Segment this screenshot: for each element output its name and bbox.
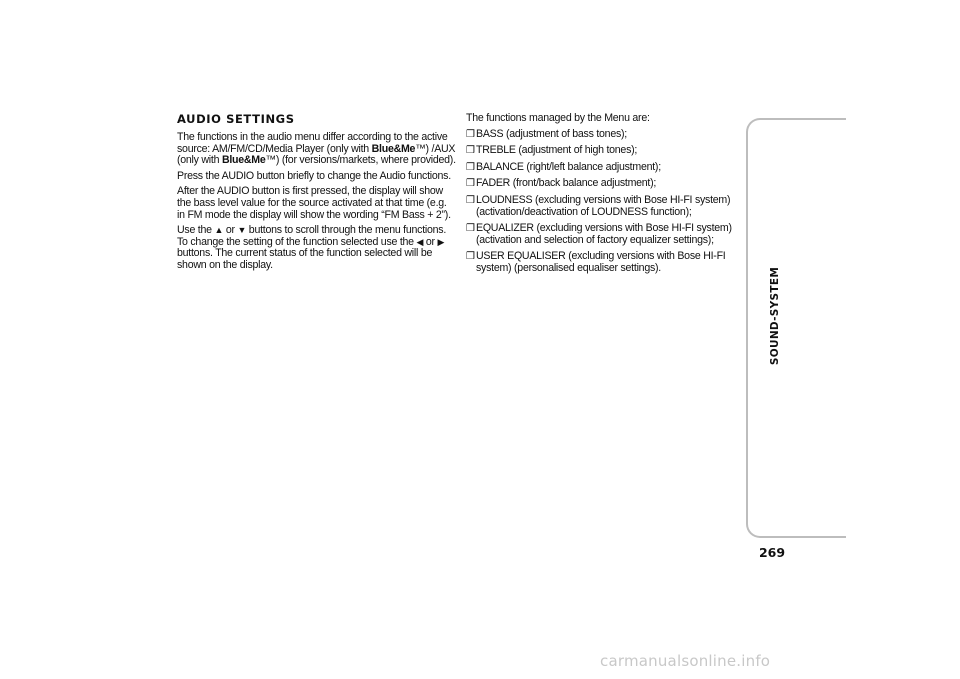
list-item: ❒ BASS (adjustment of bass tones); (466, 127, 627, 140)
brand-blue-me: Blue&Me (221, 154, 266, 167)
paragraph-audio-menu: The functions in the audio menu differ according to the active source: AM/FM/CD/Media Player (only with Blue&Me™) /AUX (only with Blue&Me™) (for versions/markets, where provided). (177, 131, 456, 167)
chapter-tab-label: SOUND-SYSTEM (769, 266, 781, 366)
checkbox-bullet-icon: ❒ (466, 251, 475, 263)
list-item: ❒ USER EQUALISER (excluding versions with Bose HI-FI system) (personalised equaliser settings). (466, 250, 726, 274)
menu-intro: The functions managed by the Menu are: (466, 112, 650, 124)
brand-blue-me: Blue&Me (371, 142, 416, 155)
menu-function-list (466, 129, 736, 275)
left-arrow-icon: ◀ (416, 236, 424, 247)
checkbox-bullet-icon: ❒ (466, 178, 475, 190)
paragraph-press-audio: Press the AUDIO button briefly to change the Audio functions. (177, 169, 451, 182)
down-arrow-icon: ▼ (237, 225, 247, 236)
list-item: ❒ EQUALIZER (excluding versions with Bose HI-FI system) (activation and selection of factory equalizer settings); (466, 222, 732, 246)
paragraph-scroll: Use the ▲ or ▼ buttons to scroll through the menu functions. To change the setting of the function selected use the ◀ or ▶ buttons. The current status of the function selected will be shown on the display. (177, 224, 447, 271)
paragraph-first-press: After the AUDIO button is first pressed, the display will show the bass level value for the source activated at that time (e.g. in FM mode the display will show the wording “FM Bass + 2”). (177, 185, 451, 221)
list-item: ❒ TREBLE (adjustment of high tones); (466, 144, 638, 157)
checkbox-bullet-icon: ❒ (466, 145, 475, 157)
checkbox-bullet-icon: ❒ (466, 194, 475, 206)
checkbox-bullet-icon: ❒ (466, 128, 475, 140)
right-arrow-icon: ▶ (437, 236, 445, 247)
list-item: ❒ LOUDNESS (excluding versions with Bose HI-FI system) (activation/deactivation of LOUDNESS function); (466, 193, 731, 218)
watermark: carmanualsonline.info (600, 652, 771, 670)
list-item: ❒ BALANCE (right/left balance adjustment); (466, 160, 661, 173)
list-item: ❒ FADER (front/back balance adjustment); (466, 177, 657, 190)
menu-functions-section (466, 113, 736, 280)
checkbox-bullet-icon: ❒ (466, 223, 475, 235)
up-arrow-icon: ▲ (214, 225, 224, 236)
section-heading: AUDIO SETTINGS (177, 112, 295, 126)
audio-settings-section (177, 113, 457, 276)
checkbox-bullet-icon: ❒ (466, 161, 475, 173)
page-number: 269 (758, 545, 786, 560)
